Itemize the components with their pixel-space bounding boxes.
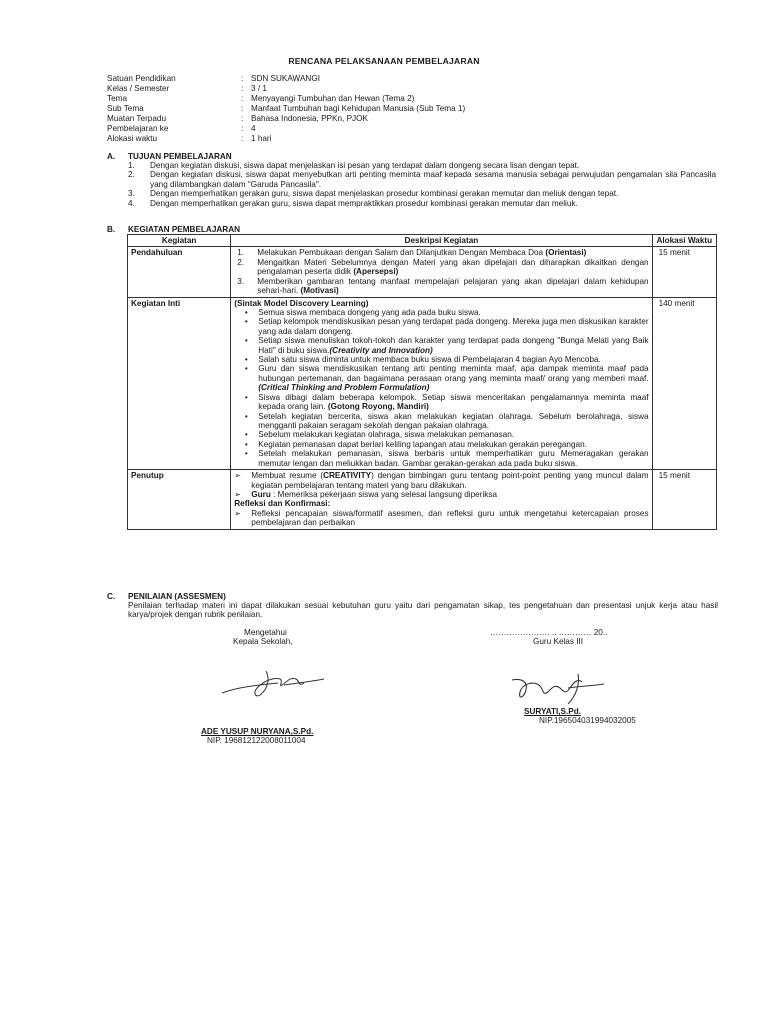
phase-cell: Penutup [128, 470, 231, 530]
section-c-heading [107, 592, 226, 601]
identity-row [107, 134, 465, 144]
identity-label: Muatan Terpadu [107, 114, 167, 123]
identity-value: Manfaat Tumbuhan bagi Kehidupan Manusia (Sub Tema 1) [251, 104, 466, 113]
column-header: Alokasi Waktu [652, 235, 716, 247]
acknowledge-label: Mengetahui [244, 628, 287, 637]
list-item [234, 277, 648, 296]
learning-goals-list [128, 161, 716, 208]
item-text [257, 277, 648, 296]
identity-label: Satuan Pendidikan [107, 74, 176, 83]
list-item [234, 248, 648, 257]
arrow-bullet-icon: ➢ [234, 471, 242, 481]
identity-row [107, 94, 465, 104]
list-item [128, 170, 716, 189]
bullet: • [244, 392, 248, 402]
identity-label: Kelas / Semester [107, 84, 170, 93]
bullet: • [244, 411, 248, 421]
teacher-role: Guru Kelas III [533, 637, 584, 647]
list-item [234, 364, 648, 392]
identity-value: 4 [251, 124, 256, 133]
item-number: 1. [237, 248, 245, 258]
section-letter: B. [107, 225, 116, 234]
identity-colon: : [241, 114, 244, 123]
description-cell [231, 247, 652, 297]
identity-row [107, 84, 465, 94]
principal-signature-block [200, 628, 360, 647]
time-cell: 15 menit [652, 470, 716, 530]
item-emphasis: (Creativity and Innovation) [329, 345, 433, 355]
list-item [234, 509, 648, 528]
item-emphasis: Guru [251, 489, 271, 499]
item-text [258, 336, 648, 355]
identity-colon: : [241, 124, 244, 133]
item-body: Semua siswa membaca dongeng yang ada pada buku siswa. [258, 307, 481, 317]
item-body: : Memeriksa pekerjaan siswa yang selesai langsung diperiksa [270, 489, 498, 499]
item-body: Setiap kelompok mendiskusikan pesan yang terdapat pada dongeng. Mereka juga men diskusikan karakter yang ada dalam dongeng. [258, 317, 649, 336]
item-emphasis: (Critical Thinking and Problem Formulation) [258, 383, 430, 393]
table-row [128, 297, 717, 470]
model-subtitle: (Sintak Model Discovery Learning) [234, 298, 369, 308]
identity-value: SDN SUKAWANGI [251, 74, 320, 83]
item-emphasis: CREATIVITY [323, 471, 372, 481]
item-body: Guru dan siswa mendiskusikan tentang arti penting meminta maaf, apa dampak meminta maaf pada hubungan pertemanan, dan bagaimana perasaan orang yang meminta maaf/ orang yang memberi maaf. [258, 364, 649, 383]
identity-colon: : [241, 104, 244, 113]
column-header: Deskripsi Kegiatan [231, 235, 652, 247]
item-text [257, 258, 648, 277]
section-title: TUJUAN PEMBELAJARAN [128, 152, 232, 161]
item-emphasis: (Apersepsi) [353, 267, 399, 277]
identity-colon: : [241, 74, 244, 83]
item-number: 3. [128, 189, 135, 199]
bullet: • [244, 355, 248, 365]
list-item [128, 199, 716, 208]
item-body: Salah satu siswa diminta untuk membaca buku siswa di Pembelajaran 4 bagian Ayo Mencoba. [258, 355, 601, 365]
identity-colon: : [241, 84, 244, 93]
teacher-nip: NIP.196504031994032005 [539, 716, 636, 725]
item-text: Dengan memperhatikan gerakan guru, siswa dapat mempraktikkan prosedur kombinasi gerakan memutar dan meliuk. [150, 198, 578, 208]
description-cell [231, 297, 652, 470]
item-body: Setelah melakukan pemanasan, siswa berbaris untuk memperhatikan guru Memeragakan gerakan memutar lengan dan meliukkan badan. Gambar gerakan-gerakan ada pada buku siswa. [258, 449, 649, 468]
item-number: 1. [128, 161, 135, 170]
identity-colon: : [241, 94, 244, 103]
item-number: 3. [237, 276, 245, 286]
section-b-heading [107, 225, 240, 234]
section-a-heading [107, 152, 232, 161]
principal-signature-icon [218, 665, 328, 701]
item-text: Dengan memperhatikan gerakan guru, siswa dapat menjelaskan prosedur kombinasi gerakan memutar dan meliuk dengan tepat. [150, 189, 619, 199]
item-text [258, 308, 648, 317]
bullet: • [244, 364, 248, 374]
identity-value: Bahasa Indonesia, PPKn, PJOK [251, 114, 368, 123]
column-header: Kegiatan [128, 235, 231, 247]
item-text [258, 355, 648, 364]
section-title: PENILAIAN (ASSESMEN) [128, 592, 226, 601]
identity-colon: : [241, 134, 244, 143]
list-item [234, 317, 648, 336]
date-placeholder: …………………. .. ………… 20.. [490, 628, 608, 637]
item-body: Mengaitkan Materi Sebelumnya dengan Materi yang akan dipelajari dan diharapkan dikaitkan dengan pengalaman peserta didik [257, 257, 649, 277]
identity-row [107, 104, 465, 114]
section-letter: A. [107, 152, 116, 161]
item-body: Setiap siswa menuliskan tokoh-tokoh dan karakter yang terdapat pada dongeng "Bunga Melati yang Baik Hati" di buku siswa. [258, 336, 649, 355]
item-body: Membuat resume ( [251, 471, 324, 481]
list-item [234, 393, 648, 412]
list-item [128, 161, 716, 170]
item-text [258, 393, 648, 412]
table-header-row [128, 235, 717, 247]
item-text [258, 430, 648, 439]
assessment-text: Penilaian terhadap materi ini dapat dilakukan sesuai kebutuhan guru yaitu dari pengamatan sikap, tes pengetahuan dan presentasi unjuk kerja atau hasil karya/projek dengan rubrik penilaian. [128, 601, 718, 620]
identity-label: Sub Tema [107, 104, 144, 113]
list-item [234, 471, 648, 490]
identity-value: 3 / 1 [251, 84, 267, 93]
principal-name: ADE YUSUP NURYANA,S.Pd. [201, 727, 314, 736]
item-text [258, 317, 648, 336]
list-item [234, 355, 648, 364]
list-item [234, 440, 648, 449]
item-number: 2. [237, 257, 245, 267]
teacher-signature-block [480, 628, 720, 647]
phase-cell: Pendahuluan [128, 247, 231, 297]
item-text [257, 248, 648, 257]
phase-cell: Kegiatan Inti [128, 297, 231, 470]
list-item [128, 189, 716, 198]
identity-label: Tema [107, 94, 128, 103]
item-text: Refleksi pencapaian siswa/formatif asesmen, dan refleksi guru untuk mengetahui ketercapaian proses pembelajaran dan perbaikan [251, 508, 649, 528]
item-text [251, 490, 648, 499]
item-text [258, 449, 648, 468]
item-text [258, 440, 648, 449]
principal-nip: NIP. 196812122008011004 [207, 736, 306, 745]
item-number: 4. [128, 198, 135, 208]
item-body: Memberikan gambaran tentang manfaat mempelajari pelajaran yang akan dipelajari dalam kehidupan sehari-hari. [257, 276, 649, 296]
description-cell [231, 470, 652, 530]
arrow-bullet-icon: ➢ [234, 489, 242, 499]
section-title: KEGIATAN PEMBELAJARAN [128, 225, 241, 234]
identity-label: Pembelajaran ke [107, 124, 169, 133]
teacher-name: SURYATI,S.Pd. [524, 707, 582, 716]
item-body: Siswa dibagi dalam beberapa kelompok. Setiap siswa menceritakan pengalamannya meminta maaf kepada orang lain. [258, 392, 649, 412]
item-text: Dengan kegiatan diskusi, siswa dapat menjelaskan isi pesan yang terdapat dalam dongeng secara lisan dengan tepat. [150, 161, 580, 170]
list-item [234, 490, 648, 499]
list-item [234, 449, 648, 468]
bullet: • [244, 307, 248, 317]
teacher-signature-icon [508, 670, 608, 708]
item-text [258, 412, 648, 431]
item-text [251, 471, 648, 490]
time-cell: 140 menit [652, 297, 716, 470]
item-body: Melakukan Pembukaan dengan Salam dan Dilanjutkan Dengan Membaca Doa [257, 248, 546, 258]
table-row [128, 247, 717, 297]
section-letter: C. [107, 592, 116, 601]
item-body: Setelah kegiatan bercerita, siswa akan melakukan kegiatan olahraga. Sebelum berolahraga, siswa mengganti pakaian seragam sekolah dengan pakaian olahraga. [258, 411, 649, 431]
list-item [234, 412, 648, 431]
bullet: • [244, 449, 248, 459]
identity-value: Menyayangi Tumbuhan dan Hewan (Tema 2) [251, 94, 415, 103]
item-number: 2. [128, 170, 135, 180]
list-item [234, 430, 648, 439]
item-body: Sebelum melakukan kegiatan olahraga, siswa melakukan pemanasan. [258, 430, 515, 440]
bullet: • [244, 317, 248, 327]
table-row [128, 470, 717, 530]
item-text [258, 364, 648, 392]
activities-table [127, 234, 717, 530]
item-body: Kegiatan pemanasan dapat berlari keliling lapangan atau melakukan gerakan peregangan. [258, 439, 587, 449]
bullet: • [244, 430, 248, 440]
list-item [234, 308, 648, 317]
identity-row [107, 124, 465, 134]
arrow-bullet-icon: ➢ [234, 508, 242, 518]
item-emphasis: (Gotong Royong, Mandiri) [327, 402, 429, 412]
identity-row [107, 74, 465, 84]
identity-label: Alokasi waktu [107, 134, 158, 143]
bullet: • [244, 439, 248, 449]
list-item [234, 258, 648, 277]
item-emphasis: (Motivasi) [300, 286, 339, 296]
item-text: Dengan kegiatan diskusi, siswa dapat menyebutkan arti penting meminta maaf kepada sesama manusia sebagai perwujudan pengamalan sila Pancasila yang dilambangkan dalam "Garuda Pancasila". [150, 170, 716, 189]
item-body: ) dengan bimbingan guru tentang point-point penting yang muncul dalam kegiatan pembelajaran tentang materi yang baru dilakukan. [251, 471, 649, 490]
reflection-heading: Refleksi dan Konfirmasi: [234, 499, 331, 509]
list-item [234, 336, 648, 355]
document-title: RENCANA PELAKSANAAN PEMBELAJARAN [288, 56, 480, 66]
identity-block [107, 74, 465, 144]
bullet: • [244, 336, 248, 346]
identity-value: 1 hari [251, 134, 272, 143]
principal-role: Kepala Sekolah, [233, 637, 293, 647]
item-emphasis: (Orientasi) [545, 248, 587, 258]
time-cell: 15 menit [652, 247, 716, 297]
identity-row [107, 114, 465, 124]
